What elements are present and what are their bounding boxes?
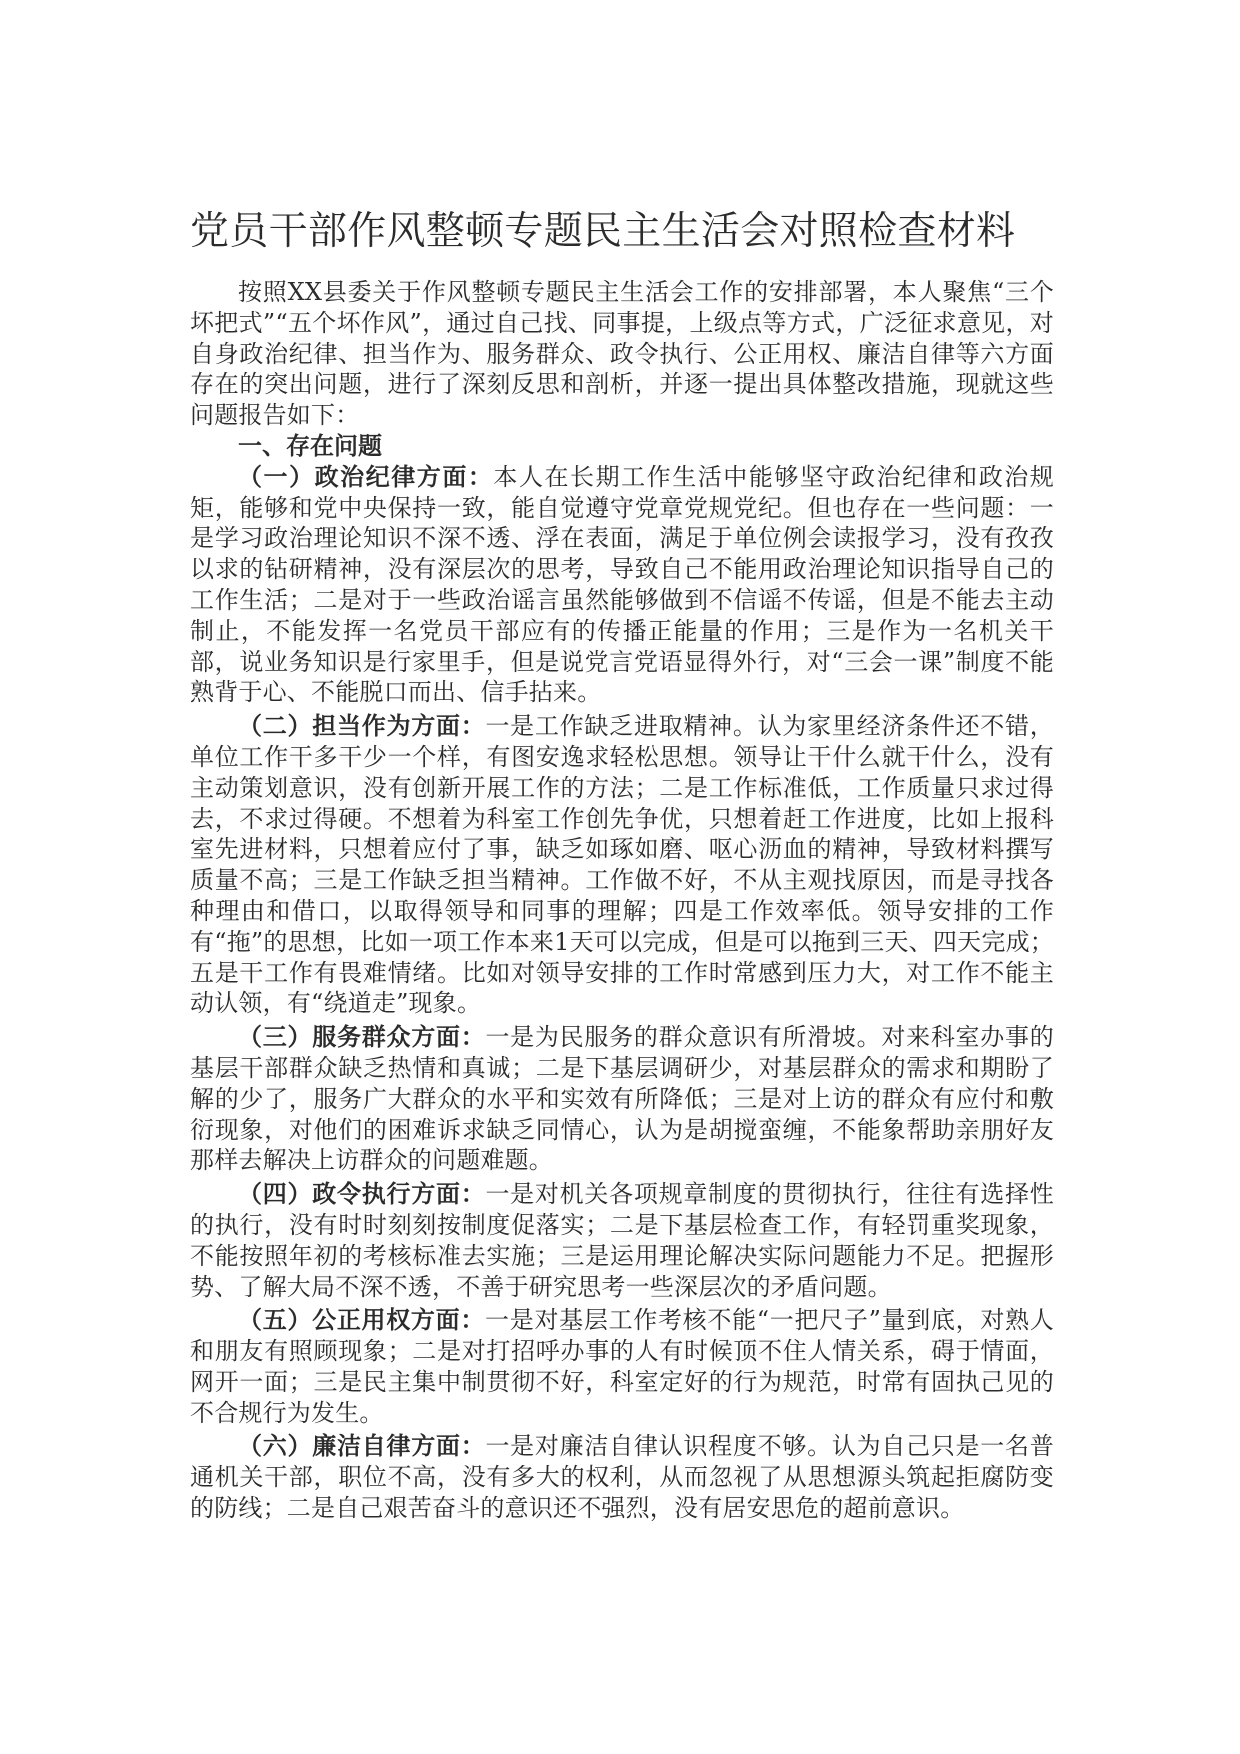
section-text: 一是对基层工作考核不能“一把尺子”量到底，对熟人和朋友有照顾现象；二是对打招呼办事的人有时候顶不住人情关系，碍于情面，网开一面；三是民主集中制贯彻不好，科室定好的行为规范，时常有固执己见的不合规行为发生。 (190, 1306, 1054, 1427)
section-heading-problems: 一、存在问题 (238, 430, 382, 460)
intro-paragraph: 按照XX县委关于作风整顿专题民主生活会工作的安排部署，本人聚焦“三个坏把式”“五个坏作风”，通过自己找、同事提，上级点等方式，广泛征求意见，对自身政治纪律、担当作为、服务群众、政令执行、公正用权、廉洁自律等六方面存在的突出问题，进行了深刻反思和剖析，并逐一提出具体整改措施，现就这些问题报告如下： (190, 278, 1054, 430)
document-page (190, 204, 1054, 1524)
section-text: 一是对机关各项规章制度的贯彻执行，往往有选择性的执行，没有时时刻刻按制度促落实；二是下基层检查工作，有轻罚重奖现象，不能按照年初的考核标准去实施；三是运用理论解决实际问题能力不足。把握形势、了解大局不深不透，不善于研究思考一些深层次的矛盾问题。 (190, 1180, 1054, 1301)
section-policy-execution (190, 1179, 1054, 1302)
section-label: （四）政令执行方面： (238, 1179, 486, 1209)
section-label: （二）担当作为方面： (238, 711, 486, 741)
section-text: 一是对廉洁自律认识程度不够。认为自己只是一名普通机关干部，职位不高，没有多大的权利，从而忽视了从思想源头筑起拒腐防变的防线；二是自己艰苦奋斗的意识还不强烈，没有居安思危的超前意识。 (190, 1432, 1054, 1523)
section-label: （六）廉洁自律方面： (238, 1431, 486, 1461)
section-serving-public (190, 1022, 1054, 1176)
section-label: （五）公正用权方面： (238, 1305, 486, 1335)
section-text: 本人在长期工作生活中能够坚守政治纪律和政治规矩，能够和党中央保持一致，能自觉遵守党章党规党纪。但也存在一些问题：一是学习政治理论知识不深不透、浮在表面，满足于单位例会读报学习，没有孜孜以求的钻研精神，没有深层次的思考，导致自己不能用政治理论知识指导自己的工作生活；二是对于一些政治谣言虽然能够做到不信谣不传谣，但是不能去主动制止，不能发挥一名党员干部应有的传播正能量的作用；三是作为一名机关干部，说业务知识是行家里手，但是说党言党语显得外行，对“三会一课”制度不能熟背于心、不能脱口而出、信手拈来。 (190, 462, 1054, 707)
section-text: 一是工作缺乏进取精神。认为家里经济条件还不错，单位工作干多干少一个样，有图安逸求轻松思想。领导让干什么就干什么，没有主动策划意识，没有创新开展工作的方法；二是工作标准低，工作质量只求过得去，不求过得硬。不想着为科室工作创先争优，只想着赶工作进度，比如上报科室先进材料，只想着应付了事，缺乏如琢如磨、呕心沥血的精神，导致材料撰写质量不高；三是工作缺乏担当精神。工作做不好，不从主观找原因，而是寻找各种理由和借口，以取得领导和同事的理解；四是工作效率低。领导安排的工作有“拖”的思想，比如一项工作本来1天可以完成，但是可以拖到三天、四天完成；五是干工作有畏难情绪。比如对领导安排的工作时常感到压力大，对工作不能主动认领，有“绕道走”现象。 (190, 712, 1054, 1018)
section-integrity (190, 1431, 1054, 1523)
section-political-discipline (190, 462, 1054, 708)
section-responsibility (190, 711, 1054, 1019)
section-fair-use-of-power (190, 1305, 1054, 1428)
section-label: （一）政治纪律方面： (238, 461, 494, 491)
section-label: （三）服务群众方面： (238, 1022, 486, 1052)
document-title: 党员干部作风整顿专题民主生活会对照检查材料 (190, 209, 1016, 254)
section-text: 一是为民服务的群众意识有所滑坡。对来科室办事的基层干部群众缺乏热情和真诚；二是下基层调研少，对基层群众的需求和期盼了解的少了，服务广大群众的水平和实效有所降低；三是对上访的群众有应付和敷衍现象，对他们的困难诉求缺乏同情心，认为是胡搅蛮缠，不能象帮助亲朋好友那样去解决上访群众的问题难题。 (190, 1023, 1054, 1175)
